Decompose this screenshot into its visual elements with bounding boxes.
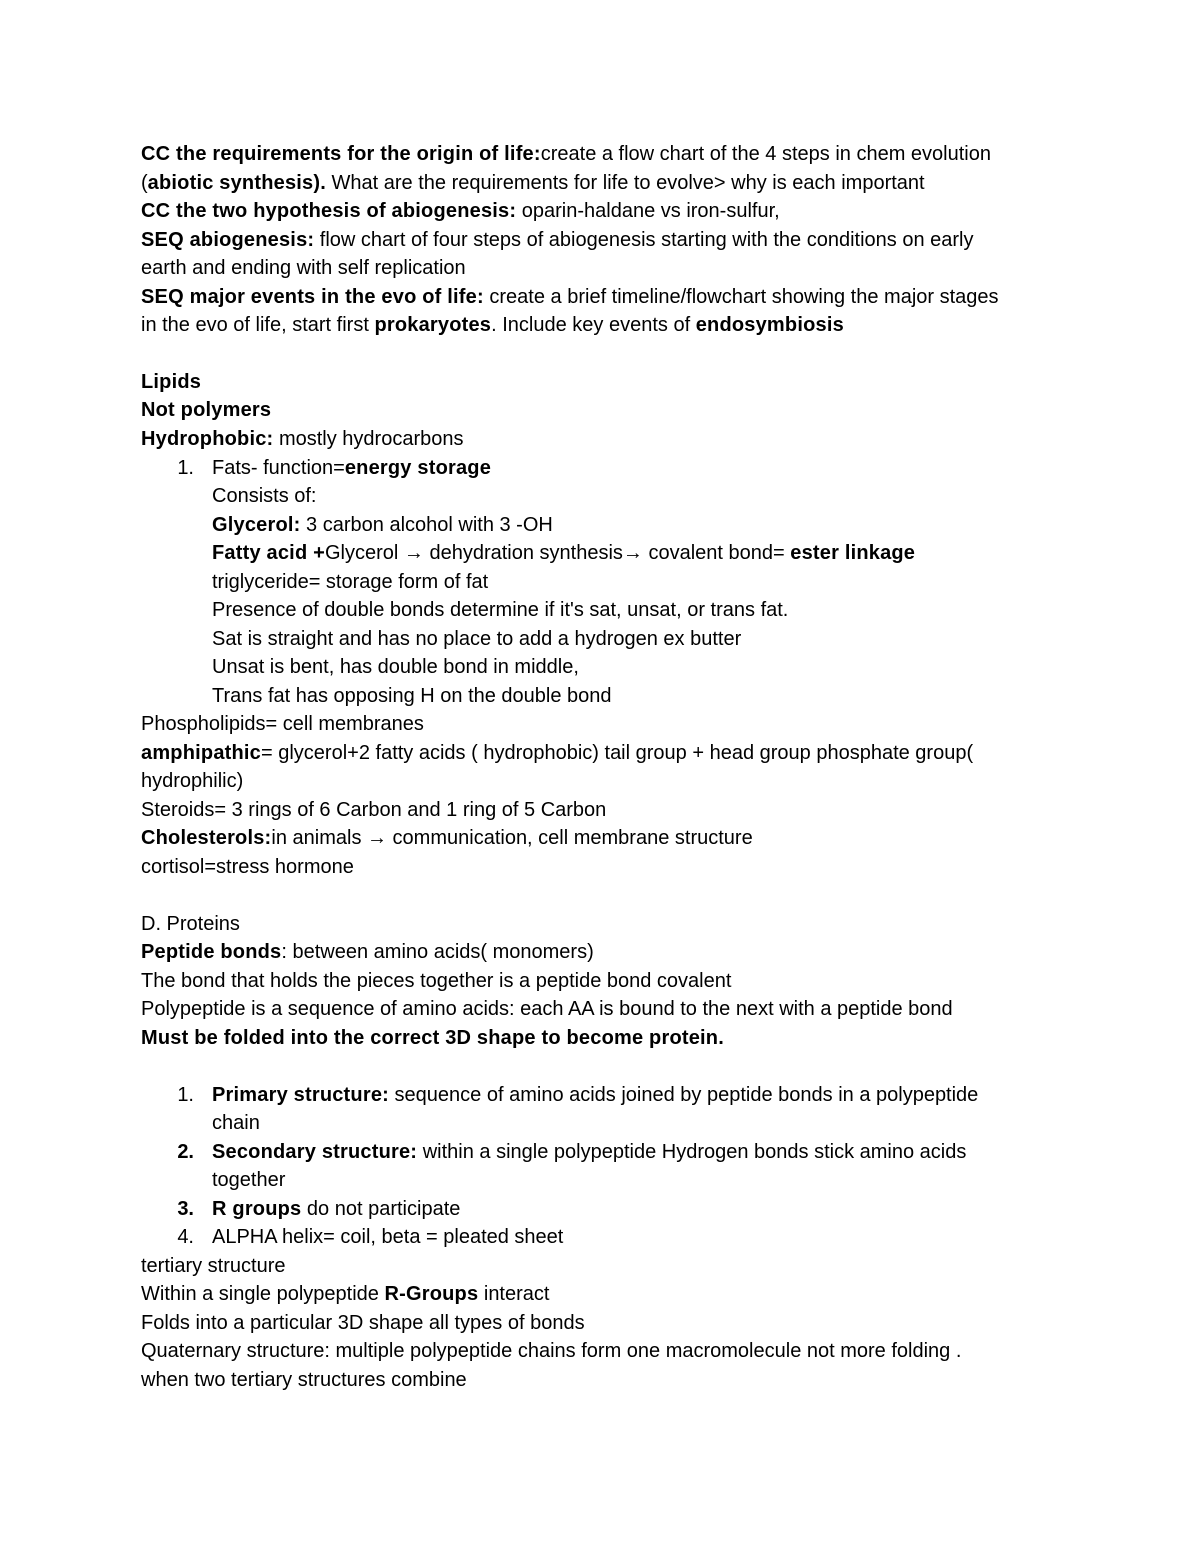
folds-line: Folds into a particular 3D shape all types of bonds [141,1312,585,1334]
bond-line: The bond that holds the pieces together is a peptide bond covalent [141,970,732,992]
glycerol-line: Glycerol: 3 carbon alcohol with 3 -OH [212,514,553,536]
seq-abiogenesis-line-2: earth and ending with self replication [141,257,466,279]
cc-origin-line-1: CC the requirements for the origin of life:create a flow chart of the 4 steps in chem evolution [141,143,991,165]
when-two-line: when two tertiary structures combine [141,1369,467,1391]
list-number: 1. [177,1084,194,1106]
steroids-line: Steroids= 3 rings of 6 Carbon and 1 ring of 5 Carbon [141,799,607,821]
triglyceride-line: triglyceride= storage form of fat [212,571,489,593]
amphipathic-line-2: hydrophilic) [141,770,244,792]
peptide-bonds-line: Peptide bonds: between amino acids( monomers) [141,941,594,963]
polypeptide-line: Polypeptide is a sequence of amino acids: each AA is bound to the next with a peptide bond [141,998,953,1020]
primary-structure-line-1: Primary structure: sequence of amino acids joined by peptide bonds in a polypeptide [212,1084,979,1106]
phospholipids-line: Phospholipids= cell membranes [141,713,424,735]
sat-line: Sat is straight and has no place to add a hydrogen ex butter [212,628,742,650]
primary-structure-line-2: chain [212,1112,260,1134]
cholesterols-line: Cholesterols:in animals → communication, cell membrane structure [141,827,753,849]
alpha-helix-line: ALPHA helix= coil, beta = pleated sheet [212,1226,564,1248]
within-line: Within a single polypeptide R-Groups interact [141,1283,550,1305]
seq-events-line-2: in the evo of life, start first prokaryotes. Include key events of endosymbiosis [141,314,844,336]
double-bonds-line: Presence of double bonds determine if it's sat, unsat, or trans fat. [212,599,789,621]
quaternary-line: Quaternary structure: multiple polypeptide chains form one macromolecule not more folding . [141,1340,962,1362]
seq-events-heading: SEQ major events in the evo of life: [141,286,484,308]
fats-line: Fats- function=energy storage [212,457,492,479]
list-number: 1. [177,457,194,479]
unsat-line: Unsat is bent, has double bond in middle, [212,656,579,678]
seq-abiogenesis-line-1: SEQ abiogenesis: flow chart of four steps of abiogenesis starting with the conditions on early [141,229,974,251]
cortisol-line: cortisol=stress hormone [141,856,354,878]
not-polymers: Not polymers [141,399,272,421]
cc-hypothesis-heading: CC the two hypothesis of abiogenesis: [141,200,517,222]
lipids-title: Lipids [141,371,202,393]
cc-origin-line-2: (abiotic synthesis). What are the requirements for life to evolve> why is each important [141,172,925,194]
list-number: 3. [177,1198,194,1220]
secondary-structure-line-1: Secondary structure: within a single polypeptide Hydrogen bonds stick amino acids [212,1141,967,1163]
r-groups-line: R groups do not participate [212,1198,461,1220]
seq-abiogenesis-heading: SEQ abiogenesis: [141,229,315,251]
tertiary-line: tertiary structure [141,1255,286,1277]
cc-origin-heading: CC the requirements for the origin of life: [141,143,541,165]
cc-hypothesis-line: CC the two hypothesis of abiogenesis: oparin-haldane vs iron-sulfur, [141,200,780,222]
amphipathic-line-1: amphipathic= glycerol+2 fatty acids ( hydrophobic) tail group + head group phosphate group( [141,742,974,764]
consists-line: Consists of: [212,485,317,507]
list-number: 2. [177,1141,194,1163]
proteins-title: D. Proteins [141,913,240,935]
must-fold-line: Must be folded into the correct 3D shape to become protein. [141,1027,724,1049]
trans-line: Trans fat has opposing H on the double bond [212,685,612,707]
seq-events-line-1: SEQ major events in the evo of life: create a brief timeline/flowchart showing the major stages [141,286,999,308]
list-number: 4. [177,1226,194,1248]
secondary-structure-line-2: together [212,1169,286,1191]
hydrophobic-line: Hydrophobic: mostly hydrocarbons [141,428,464,450]
fatty-acid-line: Fatty acid +Glycerol → dehydration synthesis→ covalent bond= ester linkage [212,542,916,564]
